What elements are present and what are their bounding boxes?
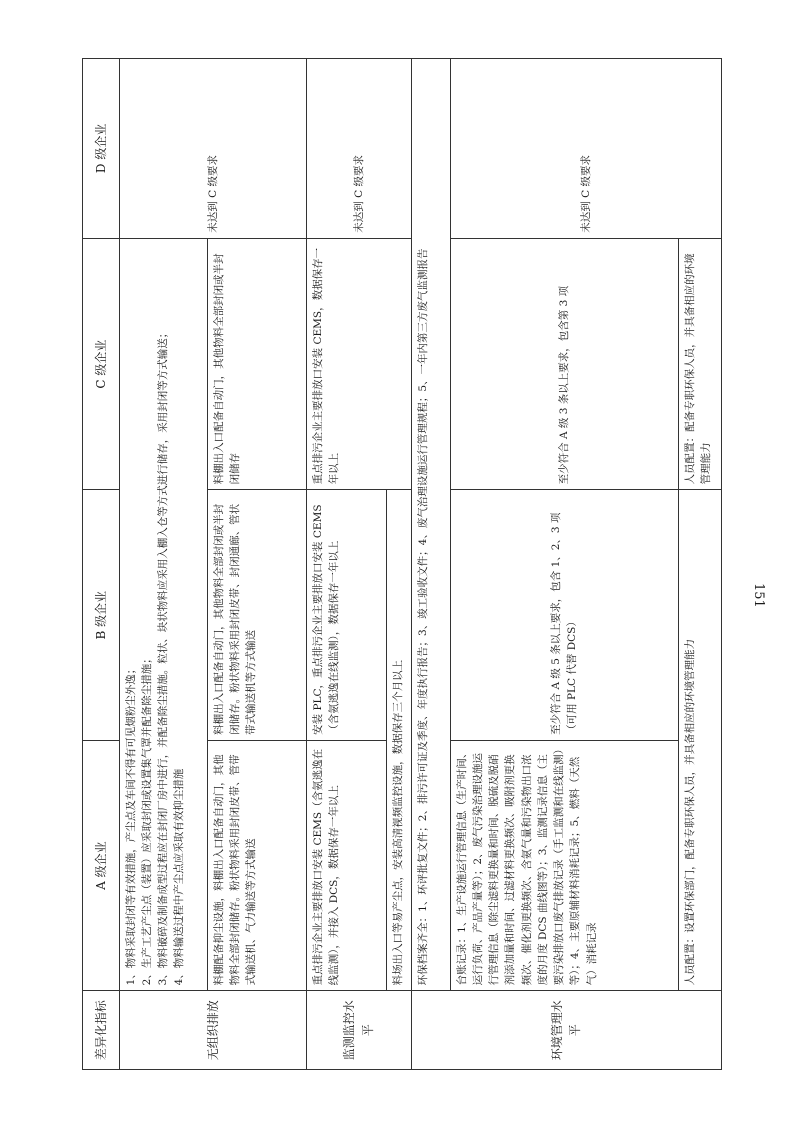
header-indicator: 差异化指标	[83, 991, 120, 1070]
header-grade-a: A 级企业	[83, 740, 120, 991]
monitoring-video-requirement: 料场出入口等易产尘点，安装高清视频监控设施，数据保存三个月以上	[386, 490, 411, 991]
unorganized-shared-item: 3、物料破碎及制备成型过程应在封闭厂房中进行，并配备除尘措施。粒状、块状物料应采用入棚入仓等方式进行储存，采用封闭等方式输送；	[157, 327, 170, 986]
management-ledger-grade-b: 至少符合 A 级 5 条以上要求，包含 1、2、3 项（可用 PLC 代替 DCS）	[450, 490, 678, 741]
table-row	[450, 59, 678, 1070]
monitoring-grade-b: 安装 PLC，重点排污企业主要排放口安装 CEMS（含氨逃逸在线监测），数据保存一年以上	[307, 490, 387, 741]
monitoring-grade-d: 未达到 C 级要求	[307, 59, 412, 239]
management-ledger-grade-a: 台账记录：1、生产设施运行管理信息（生产时间、运行负荷、产品产量等）；2、废气污染治理设施运行管理信息（除尘滤料更换量和时间、脱硫及脱硝剂添加量和时间、过滤材料更换频次、吸附剂更换频次、催化剂更换频次、含氨气量和污染物出口浓度的月度 DCS 曲线图等）；3、监测记录信息（主要污染排放口废气排放记录（手工监测和在线监测）等）；4、主要原辅材料消耗记录；5、燃料（天然气）消耗记录	[450, 740, 678, 991]
header-grade-b: B 级企业	[83, 490, 120, 741]
header-grade-c: C 级企业	[83, 238, 120, 490]
unorganized-grade-d: 未达到 C 级要求	[119, 59, 306, 239]
management-staff-grade-c: 人员配置：配备专职环保人员，并具备相应的环境管理能力	[678, 238, 721, 490]
management-staff-grade-ab: 人员配置：设置环保部门，配备专职环保人员，并具备相应的环境管理能力	[678, 490, 721, 991]
row-label-management: 环境管理水平	[411, 991, 721, 1070]
unorganized-shared-item: 1、物料采取封闭等有效措施，产尘点及车间不得有可见烟粉尘外逸；	[124, 663, 137, 986]
management-archive-requirement: 环保档案齐全：1、环评批复文件；2、排污许可证及季度、年度执行报告；3、竣工验收文件；4、废气治理设施运行管理规程；5、一年内第三方废气监测报告	[411, 59, 450, 991]
monitoring-grade-c: 重点排污企业主要排放口安装 CEMS，数据保存一年以上	[307, 238, 412, 490]
unorganized-shared-requirements	[119, 238, 207, 991]
management-ledger-grade-c: 至少符合 A 级 3 条以上要求，包含第 3 项	[450, 238, 678, 490]
table-row	[119, 59, 207, 1070]
management-grade-d: 未达到 C 级要求	[450, 59, 721, 239]
rotated-table-wrapper	[82, 58, 722, 1070]
page-number: 151	[751, 583, 766, 608]
unorganized-shared-item: 4、物料输送过程中产尘点应采取有效抑尘措施	[173, 768, 186, 986]
unorganized-grade-c: 料棚出入口配备自动门，其他物料全部封闭或半封闭储存	[207, 238, 306, 490]
table-header-row	[83, 59, 120, 1070]
table-row	[307, 59, 387, 1070]
row-label-monitoring: 监测监控水平	[307, 991, 412, 1070]
unorganized-grade-a: 料棚配备抑尘设施，料棚出入口配备自动门，其他物料全部封闭储存。粉状物料采用封闭皮带、管带式输送机、气力输送等方式输送	[207, 740, 306, 991]
table-row	[411, 59, 450, 1070]
monitoring-grade-a: 重点排污企业主要排放口安装 CEMS（含氨逃逸在线监测），并接入 DCS，数据保存一年以上	[307, 740, 387, 991]
row-label-unorganized: 无组织排放	[119, 991, 306, 1070]
unorganized-grade-b: 料棚出入口配备自动门，其他物料全部封闭或半封闭储存。粉状物料采用封闭皮带、封闭通廊、管状带式输送机等方式输送	[207, 490, 306, 741]
differentiation-table	[82, 58, 722, 1070]
unorganized-shared-item: 2、生产工艺产尘点（装置）应采取封闭或设置集气罩并配备除尘措施；	[140, 653, 153, 986]
header-grade-d: D 级企业	[83, 59, 120, 239]
